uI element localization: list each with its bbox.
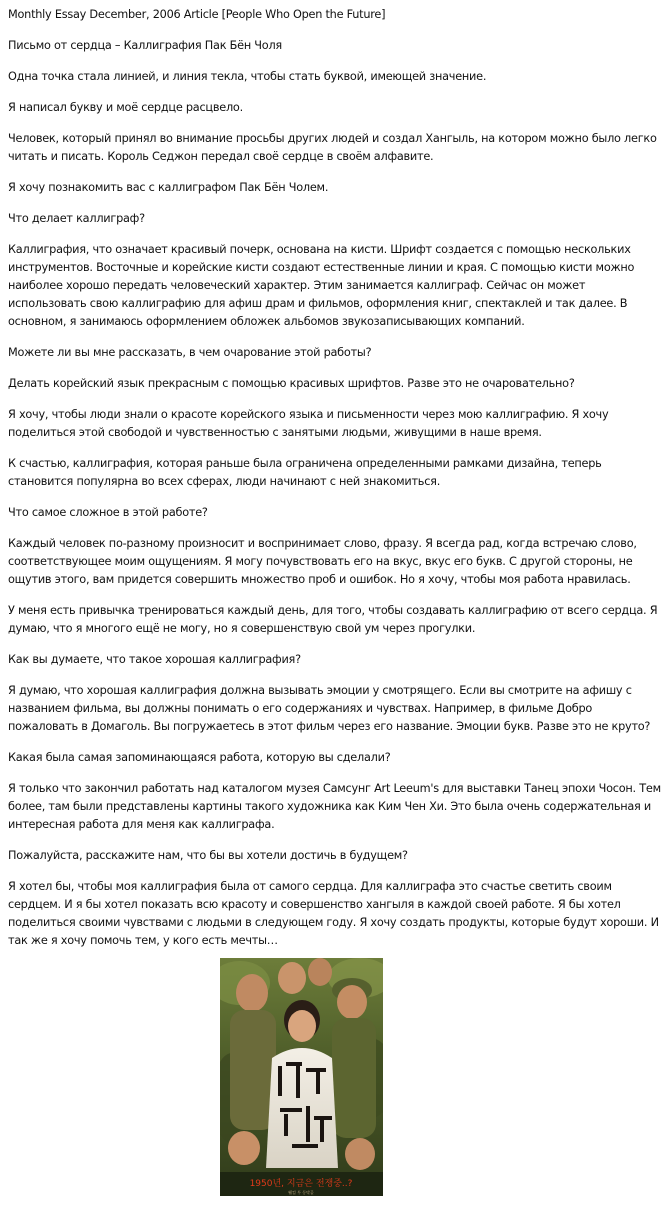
answer-6: Я хотел бы, чтобы моя каллиграфия была от самого сердца. Для каллиграфа это счастье светить своим сердцем. И я бы хотел показать всю красоту и совершенство хангыля в каждой своей работе. Я бы хотел поделиться своими чувствами с людьми в следующем году. Я хочу создать продукты, которые будут хороши. И так же я хочу помочь тем, у кого есть мечты… xyxy=(8,880,659,947)
answer-2b: Я хочу, чтобы люди знали о красоте корейского языка и письменности через мою каллиграфию. Я хочу поделиться этой свободой и чувственностью с занятыми людьми, живущими в наше время. xyxy=(8,408,609,439)
paragraph-3: Человек, который принял во внимание просьбы других людей и создал Хангыль, на котором можно было легко читать и писать. Король Седжон передал своё сердце в своём алфавите. xyxy=(8,132,657,163)
paragraph-1: Одна точка стала линией, и линия текла, чтобы стать буквой, имеющей значение. xyxy=(8,70,487,83)
answer-2c: К счастью, каллиграфия, которая раньше была ограничена определенными рамками дизайна, теперь становится популярна во всех сферах, люди начинают с ней знакомиться. xyxy=(8,457,602,488)
poster-title-small: 웰컴 투 동막골 xyxy=(288,1190,314,1195)
answer-2a: Делать корейский язык прекрасным с помощью красивых шрифтов. Разве это не очаровательно? xyxy=(8,377,575,390)
answer-3b: У меня есть привычка тренироваться каждый день, для того, чтобы создавать каллиграфию от всего сердца. Я думаю, что я многого ещё не могу, но я совершенствую свой ум через прогулки. xyxy=(8,604,658,635)
question-2: Можете ли вы мне рассказать, в чем очарование этой работы? xyxy=(8,346,372,359)
question-3: Что самое сложное в этой работе? xyxy=(8,506,208,519)
paragraph-4: Я хочу познакомить вас с каллиграфом Пак Бён Чолем. xyxy=(8,181,329,194)
article-header: Monthly Essay December, 2006 Article [People Who Open the Future] xyxy=(8,8,386,21)
article xyxy=(8,6,664,963)
question-5: Какая была самая запоминающаяся работа, которую вы сделали? xyxy=(8,751,391,764)
movie-poster-illustration xyxy=(220,958,383,1196)
answer-3a: Каждый человек по-разному произносит и воспринимает слово, фразу. Я всегда рад, когда встречаю слово, соответствующее моим ощущениям. Я могу почувствовать его на вкус, вкус его букв. С другой стороны, не ощутив этого, вам придется совершить множество проб и ошибок. Но я хочу, чтобы моя работа нравилась. xyxy=(8,537,637,586)
answer-4: Я думаю, что хорошая каллиграфия должна вызывать эмоции у смотрящего. Если вы смотрите на афишу с названием фильма, вы должны понимать о его содержаниях и чувствах. Например, в фильме Добро пожаловать в Домаголь. Вы погружаетесь в этот фильм через его название. Эмоции букв. Разве это не круто? xyxy=(8,684,651,733)
answer-1: Каллиграфия, что означает красивый почерк, основана на кисти. Шрифт создается с помощью нескольких инструментов. Восточные и корейские кисти создают естественные линии и края. С помощью кисти можно наиболее хорошо передать человеческий характер. Этим занимается каллиграф. Сейчас он может использовать свою каллиграфию для афиш драм и фильмов, оформления книг, спектаклей и так далее. В основном, я занимаюсь оформлением обложек альбомов звукозаписывающих компаний. xyxy=(8,243,635,328)
question-1: Что делает каллиграф? xyxy=(8,212,145,225)
answer-5: Я только что закончил работать над каталогом музея Самсунг Art Leeum's для выставки Танец эпохи Чосон. Тем более, там были представлены картины такого художника как Ким Чен Хи. Это была очень содержательная и интересная работа для меня как каллиграфа. xyxy=(8,782,661,831)
paragraph-2: Я написал букву и моё сердце расцвело. xyxy=(8,101,243,114)
question-4: Как вы думаете, что такое хорошая каллиграфия? xyxy=(8,653,301,666)
question-6: Пожалуйста, расскажите нам, что бы вы хотели достичь в будущем? xyxy=(8,849,408,862)
poster-caption: 1950년, 지금은 전쟁중..? xyxy=(249,1179,353,1189)
movie-poster-image xyxy=(220,958,383,1196)
article-title: Письмо от сердца – Каллиграфия Пак Бён Чоля xyxy=(8,39,282,52)
